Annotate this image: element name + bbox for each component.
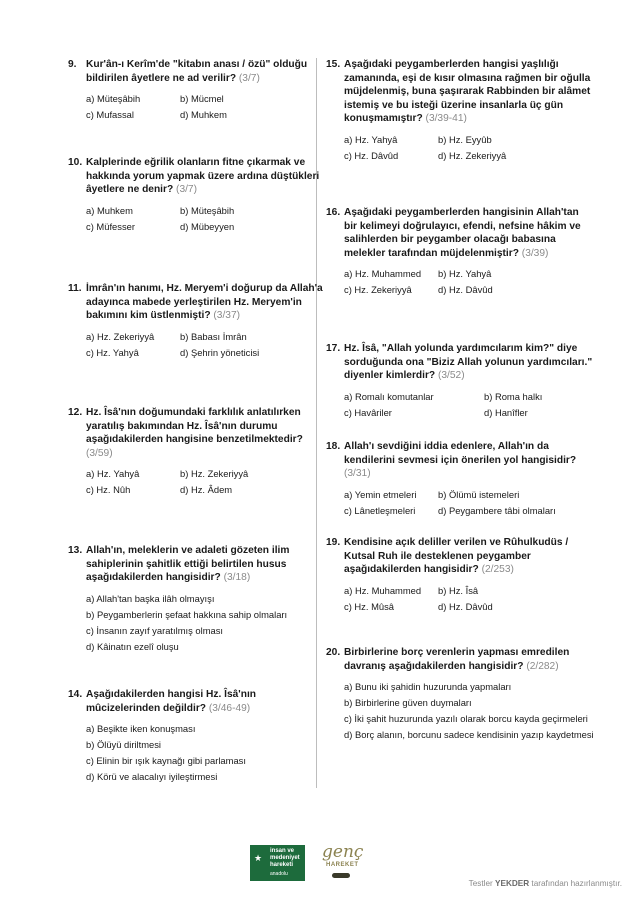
- option-c[interactable]: c) Hz. Yahyâ: [86, 346, 139, 358]
- question-stem: Aşağıdaki peygamberlerden hangisinin Allah'tan bir kelimeyi doğrulayıcı, efendi, nefsine hâkim ve salihlerden bir peygamber olacağı babasına melekler tarafından müjdelenmiştir?: [344, 207, 581, 259]
- genc-hareket-logo: [318, 842, 363, 882]
- option-b[interactable]: b) Birbirlerine güven duymaları: [344, 697, 472, 709]
- question-12: [68, 406, 328, 496]
- option-d[interactable]: d) Şehrin yöneticisi: [180, 346, 260, 358]
- question-number: 10.: [68, 157, 83, 168]
- option-a[interactable]: a) Muhkem: [86, 204, 133, 216]
- question-number: 12.: [68, 407, 83, 418]
- verse-reference: (3/52): [438, 370, 465, 382]
- option-d[interactable]: d) Hz. Âdem: [180, 484, 233, 496]
- question-stem: Kalplerinde eğrilik olanların fitne çıkarmak ve hakkında yorum yapmak üzere ardına düştükleri âyetlere ne denir?: [86, 157, 320, 196]
- option-c[interactable]: c) Hz. Zekeriyyâ: [344, 284, 412, 296]
- option-b[interactable]: b) Müteşâbih: [180, 204, 235, 216]
- options: [326, 134, 594, 162]
- option-c[interactable]: c) Lânetleşmeleri: [344, 504, 416, 516]
- question-16: [326, 206, 594, 296]
- option-a[interactable]: a) Hz. Zekeriyyâ: [86, 330, 155, 342]
- logo2-title: genç: [322, 842, 364, 862]
- insan-ve-medeniyet-logo: [250, 845, 305, 881]
- question-10: [68, 156, 328, 233]
- options: [68, 331, 328, 359]
- question-19: [326, 536, 594, 613]
- option-b[interactable]: b) Peygamberlerin şefaat hakkına sahip olmaları: [86, 608, 288, 620]
- options: [326, 489, 594, 517]
- question-13: [68, 544, 328, 657]
- verse-reference: (3/39-41): [425, 113, 467, 125]
- option-d[interactable]: d) Mübeyyen: [180, 220, 235, 232]
- option-c[interactable]: c) Hz. Mûsâ: [344, 600, 395, 612]
- brand-name: YEKDER: [495, 879, 530, 888]
- option-c[interactable]: c) Elinin bir ışık kaynağı gibi parlaması: [86, 755, 246, 767]
- question-number: 17.: [326, 343, 341, 354]
- question-18: [326, 440, 594, 517]
- question-17: [326, 342, 594, 419]
- option-b[interactable]: b) Hz. Zekeriyyâ: [180, 468, 249, 480]
- verse-reference: (3/7): [238, 72, 260, 84]
- verse-reference: (3/46-49): [208, 702, 251, 714]
- question-14: [68, 688, 328, 787]
- option-c[interactable]: c) Havâriler: [344, 406, 392, 418]
- option-c[interactable]: c) Hz. Nûh: [86, 484, 131, 496]
- question-9: [68, 58, 328, 121]
- options: [326, 391, 594, 419]
- options: [68, 205, 328, 233]
- option-d[interactable]: d) Muhkem: [180, 109, 227, 121]
- verse-reference: (3/59): [86, 447, 113, 459]
- question-number: 20.: [326, 647, 341, 658]
- question-11: [68, 282, 328, 359]
- option-a[interactable]: a) Beşikte iken konuşması: [86, 723, 196, 735]
- option-a[interactable]: a) Hz. Muhammed: [344, 584, 422, 596]
- option-b[interactable]: b) Hz. Eyyûb: [438, 133, 492, 145]
- star-icon: ★: [254, 853, 263, 863]
- option-c[interactable]: c) Müfesser: [86, 220, 135, 232]
- question-stem: Allah'ın, meleklerin ve adaleti gözeten ilim sahiplerinin şahitlik ettiği belirtilen husus aşağıdakilerden hangisidir?: [86, 545, 290, 584]
- options: [68, 593, 328, 653]
- question-stem: Hz. Îsâ, "Allah yolunda yardımcılarım kim?" diye sorduğunda ona "Biziz Allah yolunun yardımcıları." diyenler kimlerdir?: [344, 343, 593, 382]
- question-number: 11.: [68, 283, 82, 294]
- question-number: 15.: [326, 59, 341, 70]
- verse-reference: (3/18): [223, 572, 251, 584]
- option-c[interactable]: c) İnsanın zayıf yaratılmış olması: [86, 624, 224, 636]
- option-a[interactable]: a) Hz. Muhammed: [344, 268, 422, 280]
- option-b[interactable]: b) Hz. Yahyâ: [438, 268, 492, 280]
- option-a[interactable]: a) Hz. Yahyâ: [86, 468, 140, 480]
- logo1-text: insan ve medeniyet hareketi: [270, 848, 300, 868]
- question-number: 13.: [68, 545, 83, 556]
- option-c[interactable]: c) İki şahit huzurunda yazılı olarak borcu kayda geçirmeleri: [344, 713, 588, 725]
- question-stem: Kendisine açık deliller verilen ve Rûhulkudüs / Kutsal Ruh ile desteklenen peygamber aşağıdakilerden hangisidir?: [344, 537, 569, 576]
- options: [68, 468, 328, 496]
- logo1-sub: anadolu: [270, 871, 288, 877]
- question-stem: Allah'ı sevdiğini iddia edenlere, Allah'ın da kendilerini sevmesi için önerilen yol hangisidir?: [344, 441, 577, 466]
- option-b[interactable]: b) Hz. Îsâ: [438, 584, 479, 596]
- option-a[interactable]: a) Romalı komutanlar: [344, 390, 434, 402]
- options: [68, 723, 328, 783]
- option-a[interactable]: a) Yemin etmeleri: [344, 488, 417, 500]
- question-stem: Birbirlerine borç verenlerin yapması emredilen davranış aşağıdakilerden hangisidir?: [344, 647, 570, 672]
- verse-reference: (3/7): [176, 184, 197, 196]
- option-c[interactable]: c) Mufassal: [86, 109, 134, 121]
- question-number: 16.: [326, 207, 341, 218]
- question-20: [326, 646, 594, 745]
- option-b[interactable]: b) Ölüyü diriltmesi: [86, 739, 162, 751]
- option-b[interactable]: b) Babası İmrân: [180, 330, 247, 342]
- verse-reference: (2/282): [526, 660, 559, 672]
- option-d[interactable]: d) Borç alanın, borcunu sadece kendisinin yazıp kaydetmesi: [344, 729, 594, 741]
- option-d[interactable]: d) Hanîfler: [484, 406, 528, 418]
- option-b[interactable]: b) Roma halkı: [484, 390, 543, 402]
- options: [326, 585, 594, 613]
- verse-reference: (2/253): [481, 564, 514, 576]
- option-a[interactable]: a) Müteşâbih: [86, 93, 141, 105]
- question-stem: Aşağıdakilerden hangisi Hz. Îsâ'nın mûcizelerinden değildir?: [86, 689, 256, 714]
- option-d[interactable]: d) Peygambere tâbi olmaları: [438, 504, 556, 516]
- option-a[interactable]: a) Allah'tan başka ilâh olmayışı: [86, 592, 215, 604]
- verse-reference: (3/31): [344, 468, 371, 480]
- option-d[interactable]: d) Hz. Dâvûd: [438, 284, 493, 296]
- question-number: 18.: [326, 441, 341, 452]
- option-d[interactable]: d) Hz. Dâvûd: [438, 600, 493, 612]
- option-a[interactable]: a) Bunu iki şahidin huzurunda yapmaları: [344, 681, 512, 693]
- options: [326, 268, 594, 296]
- options: [326, 681, 594, 741]
- question-stem: Hz. Îsâ'nın doğumundaki farklılık anlatılırken yaratılış bakımından Hz. Îsâ'nın durumu aşağıdakilerden hangisine benzetilmektedir?: [86, 407, 303, 446]
- logo2-pill: [332, 873, 350, 878]
- option-b[interactable]: b) Mücmel: [180, 93, 224, 105]
- question-number: 14.: [68, 689, 83, 700]
- options: [68, 93, 328, 121]
- option-b[interactable]: b) Ölümü istemeleri: [438, 488, 520, 500]
- question-stem: Aşağıdaki peygamberlerden hangisi yaşlılığı zamanında, eşi de kısır olmasına rağmen bir oğulla müjdelenmiş, buna şaşırarak Rabbinden bir alâmet istemiş ve bu isteği üzerine insanlarla üç gün konuşmamıştır?: [344, 59, 591, 125]
- question-number: 19.: [326, 537, 341, 548]
- verse-reference: (3/37): [213, 310, 241, 322]
- option-d[interactable]: d) Körü ve alacalıyı iyileştirmesi: [86, 771, 218, 783]
- question-stem: İmrân'ın hanımı, Hz. Meryem'i doğurup da Allah'a adayınca mabede yerleştirilen Hz. Meryem'in bakımını kim üstlenmişti?: [86, 283, 323, 322]
- question-stem: Kur'ân-ı Kerîm'de "kitabın anası / özü" olduğu bildirilen âyetlere ne ad verilir?: [86, 59, 308, 84]
- option-d[interactable]: d) Kâinatın ezelî oluşu: [86, 640, 179, 652]
- verse-reference: (3/39): [521, 247, 549, 259]
- question-number: 9.: [68, 59, 77, 70]
- option-d[interactable]: d) Hz. Zekeriyyâ: [438, 149, 507, 161]
- option-c[interactable]: c) Hz. Dâvûd: [344, 149, 399, 161]
- logo2-sub: HAREKET: [326, 862, 359, 868]
- footer-credit: Testler YEKDER tarafından hazırlanmıştır.: [468, 879, 622, 888]
- option-a[interactable]: a) Hz. Yahyâ: [344, 133, 398, 145]
- question-15: [326, 58, 594, 162]
